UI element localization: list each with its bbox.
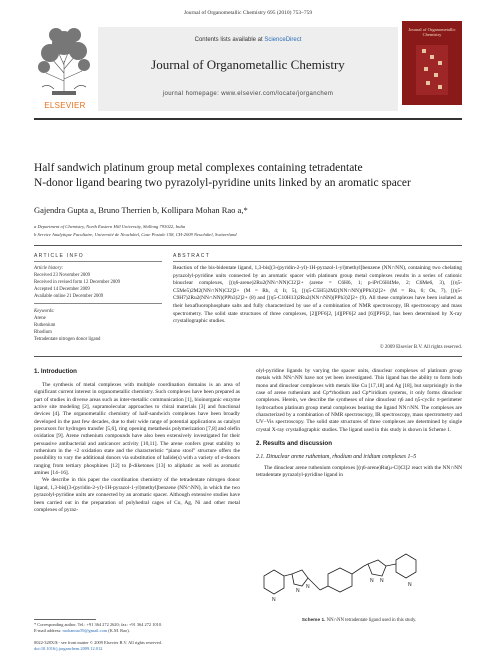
abstract-divider bbox=[34, 356, 462, 357]
scheme-label: Scheme 1. bbox=[301, 618, 326, 623]
contents-line bbox=[98, 37, 398, 43]
issn-line: 0022-328X/$ - see front matter © 2009 Elsevier B.V. All rights reserved. bbox=[34, 640, 162, 645]
journal-homepage[interactable]: journal homepage: www.elsevier.com/locate/jorganchem bbox=[162, 91, 334, 97]
journal-name: Journal of Organometallic Chemistry bbox=[151, 57, 345, 72]
footnote-rule bbox=[34, 619, 96, 620]
keyword: Rhodium bbox=[34, 330, 52, 335]
author-list: Gajendra Gupta a, Bruno Therrien b, Kollipara Mohan Rao a,* bbox=[34, 205, 248, 215]
title-line-1: Half sandwich platinum group metal complexes containing tetradentate bbox=[34, 162, 363, 174]
article-history bbox=[34, 265, 162, 300]
abstract-heading: ABSTRACT bbox=[173, 253, 211, 259]
atom-label: N bbox=[408, 582, 412, 588]
publisher-name: ELSEVIER bbox=[44, 101, 86, 110]
atom-label: N bbox=[306, 584, 310, 590]
scheme-caption-text: NN∩NN tetradentate ligand used in this study. bbox=[326, 618, 417, 623]
keywords-block bbox=[34, 308, 162, 343]
atom-label: N bbox=[296, 588, 300, 594]
masthead bbox=[34, 21, 462, 118]
article-info-rule bbox=[34, 261, 162, 262]
affiliation-a: a Department of Chemistry, North Eastern Hill University, Shillong 793022, India bbox=[34, 224, 186, 229]
affiliations bbox=[34, 223, 462, 239]
body-right-column bbox=[256, 368, 462, 480]
history-accepted: Accepted 14 December 2009 bbox=[34, 287, 90, 292]
email-link[interactable]: mohanrao59@gmail.com bbox=[62, 628, 108, 633]
keyword: Ruthenium bbox=[34, 323, 56, 328]
section-title-results: 2. Results and discussion bbox=[256, 440, 332, 448]
cover-title: Journal of Organometallic Chemistry bbox=[408, 27, 456, 38]
scheme-caption bbox=[256, 618, 462, 623]
contents-prefix: Contents lists available at bbox=[194, 37, 265, 43]
header-divider bbox=[34, 245, 462, 246]
doi-link[interactable]: doi:10.1016/j.jorganchem.2009.12.012 bbox=[34, 646, 103, 651]
footnote bbox=[34, 622, 240, 634]
corresponding-author: * Corresponding author. Tel.: +91 364 272 2620; fax: +91 364 272 1010. bbox=[34, 622, 163, 627]
keyword: Tetradentate nitrogen donor ligand bbox=[34, 337, 101, 342]
history-online: Available online 21 December 2009 bbox=[34, 294, 104, 299]
atom-label: N bbox=[272, 597, 276, 603]
history-label: Article history: bbox=[34, 266, 64, 271]
email-suffix: (K.M. Rao). bbox=[107, 628, 130, 633]
results-paragraph-1: The dinuclear arene ruthenium complexes [(η6-arene)Ru(μ-Cl)Cl]2 react with the NN∩NN tetradentate pyrazolyl-pyridine ligand in bbox=[256, 465, 462, 479]
subsection-title: 2.1. Dinuclear arene ruthenium, rhodium and iridium complexes 1–5 bbox=[256, 454, 417, 461]
cover-art-icon bbox=[416, 45, 448, 95]
abstract-text: Reaction of the bis-bidentate ligand, 1,3-bis[(3-(pyridin-2-yl)-1H-pyrazol-1-yl)methyl]benzene (NN∩NN), containing two chelating pyrazolyl-pyridine units connected by an aromatic spacer with platinum group metal complexes results in a series of cationic binuclear complexes, [(η6-arene)2Ru2(NN∩NN)Cl2]2+ (arene = C6H6, 1; p-iPrC6H4Me, 2; C6Me6, 3), [(η5-C5Me5)2M2(NN∩NN)Cl2]2+ (M = Rh, 4; Ir, 5), [(η5-C5H5)2M2(NN∩NN)(PPh3)2]2+ (M = Ru, 6; Os, 7), [(η5-C9H7)2Ru2(NN∩NN)(PPh3)2]2+ (8) and [(η5-C10H13)2Ru2(NN∩NN)(PPh3)2]2+ (9). All these complexes have been isolated as their hexafluorophosphate salts and fully characterized by use of a combination of NMR spectroscopy, IR spectroscopy and mass spectrometry. The solid state structures of three complexes, [2][PF6]2, [4][PF6]2 and [6][PF6]2, has been determined by X-ray crystallographic studies. bbox=[173, 265, 462, 325]
keywords-label: Keywords: bbox=[34, 309, 55, 314]
history-received: Received 23 November 2009 bbox=[34, 273, 91, 278]
section-title-introduction: 1. Introduction bbox=[34, 368, 77, 375]
bottom-meta bbox=[34, 640, 240, 652]
title-line-2: N-donor ligand bearing two pyrazolyl-pyridine units linked by an aromatic spacer bbox=[34, 177, 411, 189]
history-revised: Received in revised form 12 December 2009 bbox=[34, 280, 121, 285]
running-head: Journal of Organometallic Chemistry 695 (2010) 753–759 bbox=[183, 10, 313, 16]
copyright-line: © 2009 Elsevier B.V. All rights reserved. bbox=[379, 345, 462, 350]
keyword: Arene bbox=[34, 316, 46, 321]
intro-paragraph-2: We describe in this paper the coordination chemistry of the tetradentate nitrogen donor ligand, 1,3-bis[(3-(pyridin-2-yl)-1H-pyrazol-1-yl)methyl]benzene (NN∩NN), in which the two pyrazolyl-pyridine units are connected by an aromatic spacer. Although extensive studies have been carried out in the preparation of polyhedral cages of Cu, Ag, Ni and other metal complexes of pyraz- bbox=[34, 477, 240, 513]
affiliation-b: b Service Analytique Facultaire, Université de Neuchâtel, Case Postale 158, CH-2009 Neuchâtel, Switzerland bbox=[34, 232, 237, 237]
masthead-banner bbox=[98, 27, 398, 111]
atom-label: N bbox=[370, 578, 374, 584]
abstract-rule bbox=[173, 261, 462, 262]
sciencedirect-link[interactable]: ScienceDirect bbox=[264, 37, 302, 43]
email-line bbox=[34, 628, 240, 634]
scheme-1-ligand-structure bbox=[256, 544, 462, 616]
elsevier-tree-logo-icon bbox=[34, 21, 94, 99]
journal-cover-thumbnail bbox=[402, 21, 462, 105]
intro-paragraph-1: The synthesis of metal complexes with multiple coordination domains is an area of significant current interest in organometallic chemistry. Such complexes have been prepared as part of studies in diverse areas such as inter-metallic communication [1], bioinorganic enzyme active site modeling [2], supramolecular approaches to chiral materials [3] and functional devices [4]. The organometallic chemistry of half-sandwich complexes have been broadly developed in the past few decades, due to their wide range of potential applications as catalyst precursors for hydrogen transfer [5,6], ring opening metathesis polymerization [7,8] and olefin oxidation [9]. Arene ruthenium compounds have also been extensively investigated for their persuasive antibacterial and anticancer activity [10,11]. The arene confers great stability to ruthenium in the +2 oxidation state and the characteristic “piano stool” structure offers the possibility to vary the additional donors via substitution of halide(s) with a variety of σ-donors ranging from tertiary phosphines [12] to β-diketones [13] to aliphatic as well as aromatic amines [14–16]. bbox=[34, 382, 240, 477]
keywords-rule bbox=[34, 303, 162, 304]
body-left-column bbox=[34, 368, 240, 514]
masthead-rule bbox=[34, 118, 462, 120]
atom-label: N bbox=[380, 578, 384, 584]
article-info-heading: ARTICLE INFO bbox=[34, 253, 84, 259]
email-label: E-mail address: bbox=[34, 628, 63, 633]
right-paragraph-1: olyl-pyridine ligands by varying the spacer units, dinuclear complexes of platinum group metals with NN∩NN have not yet been investigated. This ligand has the ability to form both mono and dinuclear complexes with metals like Cu [17,18] and Ag [18], but surprisingly in the case of arene ruthenium and Cp*rhodium and Cp*iridium systems, it only forms dinuclear complexes. Herein, we describe the syntheses of nine dinuclear η6 and η5-cyclic π-perimeter hydrocarbon platinum group metal complexes bearing the ligand NN∩NN. The complexes are characterized by a combination of NMR spectroscopy, IR spectroscopy, mass spectrometry and UV–Vis spectroscopy. The solid state structures of three complexes are determined by single crystal X-ray crystallographic studies. The ligand used in this study is shown in Scheme 1. bbox=[256, 368, 462, 433]
article-title bbox=[34, 161, 462, 191]
